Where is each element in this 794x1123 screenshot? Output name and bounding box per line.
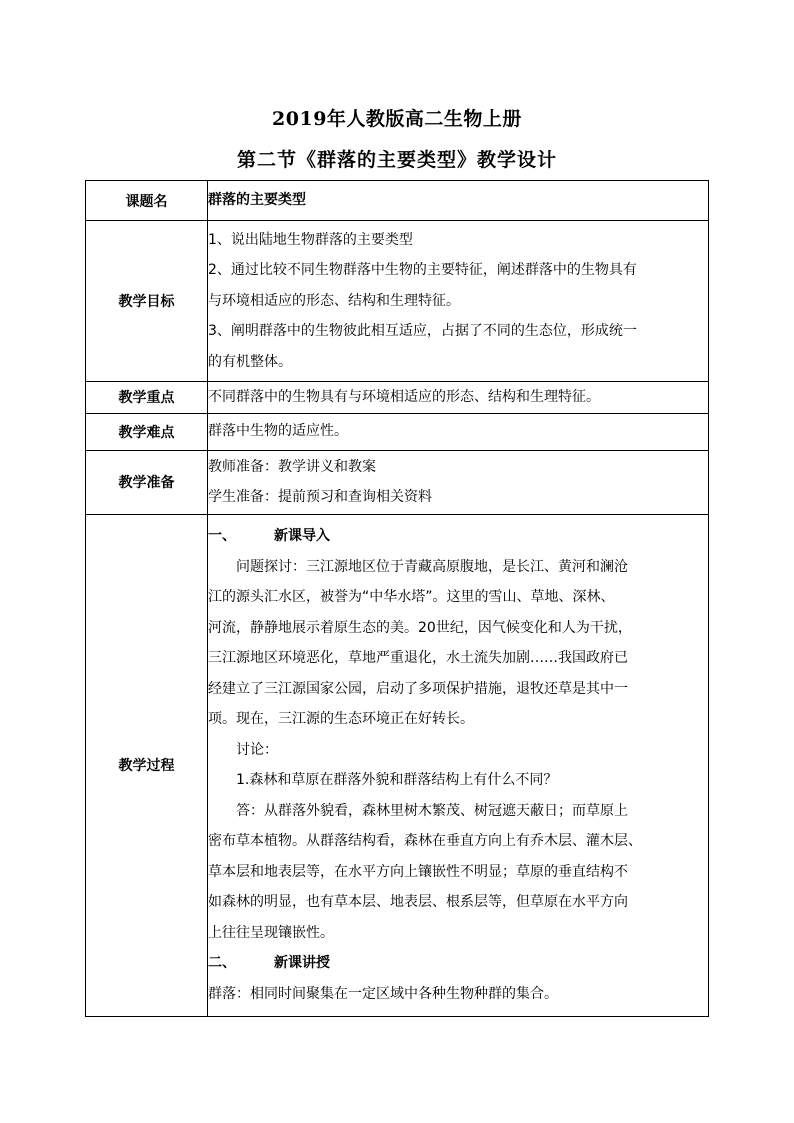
- goal-line: 的有机整体。: [208, 353, 292, 370]
- topic-label: 课题名: [86, 181, 208, 221]
- answer-line: 草本层和地表层等，在水平方向上镶嵌性不明显；草原的垂直结构不: [208, 863, 628, 880]
- goals-label: 教学目标: [86, 221, 208, 382]
- answer-line: 如森林的明显，也有草本层、地表层、根系层等，但草原在水平方向: [208, 894, 628, 910]
- process-label: 教学过程: [86, 514, 208, 1016]
- table-row-goals: [86, 221, 709, 382]
- answer-line: 密布草本植物。从群落结构看，森林在垂直方向上有乔木层、灌木层、: [208, 833, 642, 849]
- community-definition: 群落：相同时间聚集在一定区域中各种生物种群的集合。: [208, 985, 558, 1002]
- preparation-content: [208, 450, 709, 514]
- section-heading-lecture: [208, 948, 708, 979]
- goal-line: 1、说出陆地生物群落的主要类型: [208, 231, 413, 248]
- section-number: 二、: [208, 955, 236, 971]
- document-subtitle: 第二节《群落的主要类型》教学设计: [236, 149, 557, 171]
- section-number: 一、: [208, 528, 236, 544]
- difficulties-value: 群落中生物的适应性。: [208, 413, 709, 450]
- goal-line: 3、阐明群落中的生物彼此相互适应，占据了不同的生态位，形成统一: [208, 323, 637, 340]
- discussion-label: 讨论：: [236, 741, 278, 758]
- discussion-question: 1.森林和草原在群落外貌和群落结构上有什么不同？: [236, 772, 558, 788]
- section-title: 新课讲授: [274, 955, 330, 971]
- goal-line: 与环境相适应的形态、结构和生理特征。: [208, 292, 460, 309]
- table-row-preparation: [86, 450, 709, 514]
- section-heading-intro: [208, 521, 708, 552]
- preparation-label: 教学准备: [86, 450, 208, 514]
- table-row-topic: [86, 181, 709, 221]
- goals-content: [208, 221, 709, 382]
- intro-line: 经建立了三江源国家公园，启动了多项保护措施，退牧还草是其中一: [208, 680, 628, 697]
- intro-line: 三江源地区环境恶化，草地严重退化，水土流失加剧……我国政府已: [208, 650, 628, 666]
- intro-line: 项。现在，三江源的生态环境正在好转长。: [208, 711, 474, 727]
- topic-value: 群落的主要类型: [208, 181, 709, 221]
- answer-line: 答：从群落外貌看，森林里树木繁茂、树冠遮天蔽日；而草原上: [236, 802, 628, 819]
- lesson-plan-table: [85, 180, 709, 1017]
- goal-line: 2、通过比较不同生物群落中生物的主要特征，阐述群落中的生物具有: [208, 262, 637, 279]
- intro-line: 问题探讨：三江源地区位于青藏高原腹地，是长江、黄河和澜沧: [236, 558, 628, 575]
- intro-line: 河流，静静地展示着原生态的美。20世纪，因气候变化和人为干扰，: [208, 619, 632, 636]
- document-title: 2019年人教版高二生物上册: [272, 108, 522, 130]
- intro-line: 江的源头汇水区，被誉为“中华水塔”。这里的雪山、草地、深林、: [208, 589, 615, 605]
- table-row-difficulties: [86, 413, 709, 450]
- student-preparation: 学生准备：提前预习和查询相关资料: [208, 489, 432, 505]
- section-title: 新课导入: [274, 528, 330, 544]
- difficulties-label: 教学难点: [86, 413, 208, 450]
- teacher-preparation: 教师准备：教学讲义和教案: [208, 458, 376, 475]
- key-points-value: 不同群落中的生物具有与环境相适应的形态、结构和生理特征。: [208, 382, 709, 414]
- answer-line: 上往往呈现镶嵌性。: [208, 924, 334, 941]
- key-points-label: 教学重点: [86, 382, 208, 414]
- table-row-process: [86, 514, 709, 1016]
- table-row-key-points: [86, 382, 709, 414]
- process-content: [208, 514, 709, 1016]
